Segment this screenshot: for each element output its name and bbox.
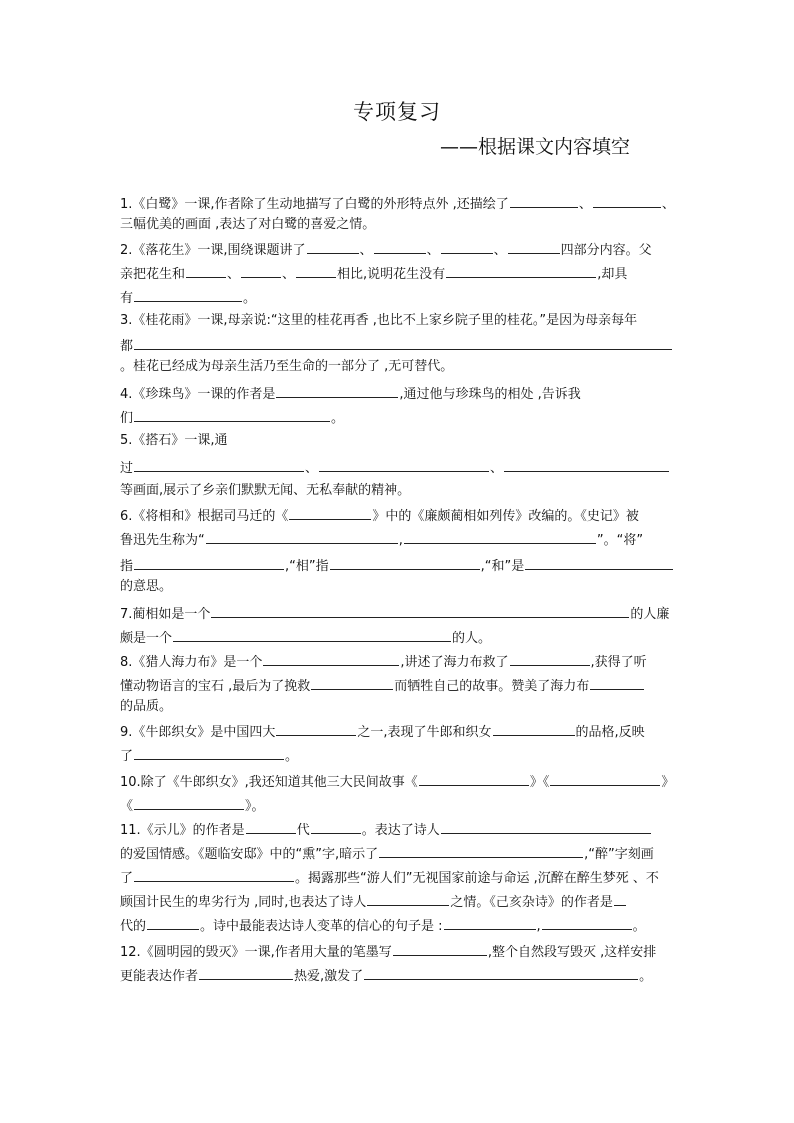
q11-line5: 代的 。诗中最能表达诗人变革的信心的句子是 : , 。	[120, 916, 646, 936]
blank[interactable]	[542, 916, 632, 930]
blank[interactable]	[441, 820, 651, 834]
blank[interactable]	[134, 746, 284, 760]
blank[interactable]	[263, 652, 399, 666]
q3-line2: 都	[120, 336, 673, 356]
q11-line1: 11.《示儿》的作者是 代 。表达了诗人	[120, 820, 652, 840]
blank[interactable]	[510, 652, 590, 666]
blank[interactable]	[590, 676, 644, 690]
blank[interactable]	[311, 676, 393, 690]
q2-line2: 亲把花生和 、 、 相比,说明花生没有 ,却具	[120, 264, 627, 284]
blank[interactable]	[289, 506, 371, 520]
blank[interactable]	[504, 458, 669, 472]
blank[interactable]	[364, 966, 638, 980]
blank[interactable]	[134, 458, 304, 472]
q1-line1: 1.《白鹭》一课,作者除了生动地描写了白鹭的外形特点外 ,还描绘了 、 、	[120, 194, 675, 214]
page-subtitle: ——根据课文内容填空	[440, 136, 631, 158]
q5-line3: 等画面,展示了乡亲们默默无闻、无私奉献的精神。	[120, 483, 411, 498]
blank[interactable]	[593, 194, 661, 208]
blank[interactable]	[444, 916, 536, 930]
blank[interactable]	[319, 458, 489, 472]
blank[interactable]	[550, 772, 660, 786]
q11-line3: 了 。揭露那些“游人们”无视国家前途与命运 ,沉醉在醉生梦死 、不	[120, 868, 659, 888]
blank[interactable]	[147, 916, 199, 930]
q4-line2: 们 。	[120, 408, 344, 428]
blank[interactable]	[206, 530, 398, 544]
q9-line1: 9.《牛郎织女》是中国四大 之一,表现了牛郎和织女 的品格,反映	[120, 722, 645, 742]
q10-line2: 《 》。	[120, 796, 265, 816]
blank[interactable]	[211, 604, 629, 618]
q3-line3: 。桂花已经成为母亲生活乃至生命的一部分了 ,无可替代。	[120, 359, 454, 374]
q5-line1: 5.《搭石》一课,通	[120, 433, 228, 448]
blank[interactable]	[525, 556, 673, 570]
blank[interactable]	[441, 240, 493, 254]
q6-line1: 6.《将相和》根据司马迁的《 》中的《廉颇蔺相如列传》改编的。《史记》被	[120, 506, 639, 526]
blank[interactable]	[330, 556, 480, 570]
blank[interactable]	[419, 772, 529, 786]
blank[interactable]	[246, 820, 296, 834]
blank[interactable]	[134, 408, 330, 422]
blank[interactable]	[134, 288, 242, 302]
blank[interactable]	[276, 722, 356, 736]
blank[interactable]	[134, 796, 244, 810]
q4-line1: 4.《珍珠鸟》一课的作者是 ,通过他与珍珠鸟的相处 ,告诉我	[120, 384, 581, 404]
q6-line4: 的意思。	[120, 579, 173, 594]
q2-line3: 有 。	[120, 288, 256, 308]
blank[interactable]	[241, 264, 281, 278]
blank[interactable]	[446, 264, 596, 278]
q6-line3: 指 ,“相”指 ,“和”是	[120, 556, 674, 576]
q12-line1: 12.《圆明园的毁灭》一课,作者用大量的笔墨写 ,整个自然段写毁灭 ,这样安排	[120, 942, 656, 962]
blank[interactable]	[493, 722, 575, 736]
blank[interactable]	[134, 556, 284, 570]
q11-line4: 顾国计民生的卑劣行为 ,同时,也表达了诗人 之情。《己亥杂诗》的作者是	[120, 892, 627, 912]
q10-line1: 10.除了《牛郎织女》,我还知道其他三大民间故事《 》《 》	[120, 772, 674, 792]
q8-line2: 懂动物语言的宝石 ,最后为了挽救 而牺牲自己的故事。赞美了海力布	[120, 676, 645, 696]
q8-line3: 的品质。	[120, 699, 173, 714]
q5-line2: 过 、 、	[120, 458, 670, 478]
blank[interactable]	[374, 240, 426, 254]
blank[interactable]	[404, 530, 596, 544]
blank[interactable]	[508, 240, 560, 254]
q8-line1: 8.《猎人海力布》是一个 ,讲述了海力布救了 ,获得了听	[120, 652, 647, 672]
page-title: 专项复习	[353, 100, 441, 124]
q3-line1: 3.《桂花雨》一课,母亲说:“这里的桂花再香 ,也比不上家乡院子里的桂花。”是因为母亲每年	[120, 313, 638, 328]
blank[interactable]	[173, 628, 451, 642]
q9-line2: 了 。	[120, 746, 298, 766]
q6-line2: 鲁迅先生称为“ , ”。“将”	[120, 530, 643, 550]
blank[interactable]	[134, 868, 294, 882]
q7-line1: 7.蔺相如是一个 的人廉	[120, 604, 669, 624]
blank[interactable]	[276, 384, 398, 398]
q1-line2: 三幅优美的画面 ,表达了对白鹭的喜爱之情。	[120, 217, 376, 232]
blank[interactable]	[393, 942, 487, 956]
blank[interactable]	[307, 240, 359, 254]
blank[interactable]	[379, 844, 583, 858]
q2-line1: 2.《落花生》一课,围绕课题讲了 、 、 、 四部分内容。父	[120, 240, 652, 260]
blank[interactable]	[367, 892, 449, 906]
q12-line2: 更能表达作者 热爱,激发了 。	[120, 966, 652, 986]
q7-line2: 颇是一个 的人。	[120, 628, 491, 648]
blank[interactable]	[510, 194, 578, 208]
blank[interactable]	[199, 966, 293, 980]
blank[interactable]	[296, 264, 336, 278]
blank[interactable]	[134, 336, 672, 350]
blank[interactable]	[614, 892, 626, 906]
blank[interactable]	[311, 820, 361, 834]
blank[interactable]	[186, 264, 226, 278]
q11-line2: 的爱国情感。《题临安邸》中的“熏”字,暗示了 ,“醉”字刻画	[120, 844, 654, 864]
